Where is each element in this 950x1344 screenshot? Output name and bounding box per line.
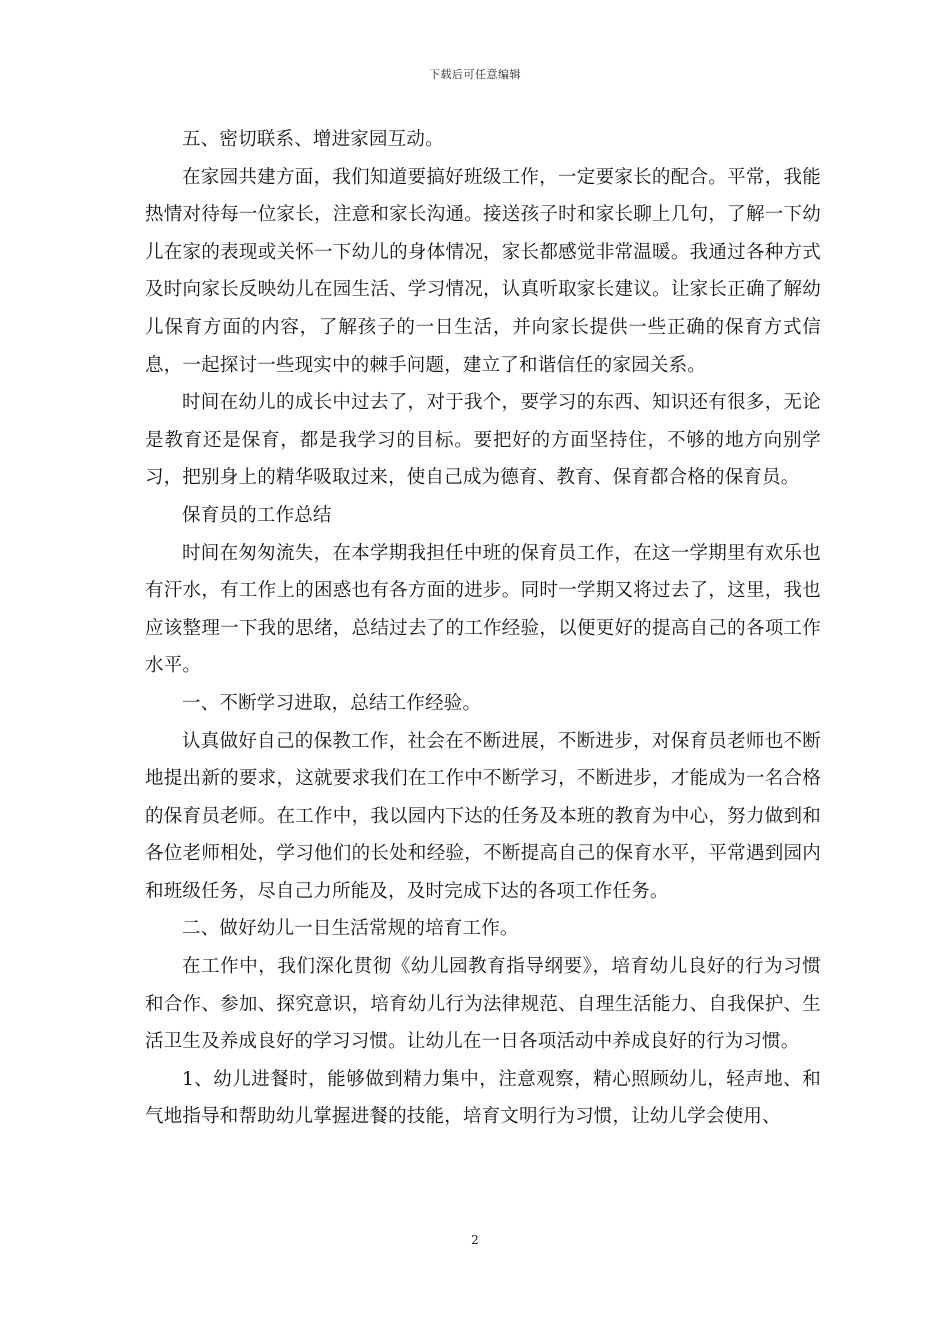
section-heading-5: 五、密切联系、增进家园互动。 [182,129,444,150]
paragraph-intro: 时间在匆匆流失，在本学期我担任中班的保育员工作，在这一学期里有欢乐也有汗水，有工作上的困惑也有各方面的进步。同时一学期又将过去了，这里，我也应该整理一下我的思绪，总结过去了的工作经验，以便更好的提高自己的各项工作水平。 [145,542,821,677]
paragraph-habits: 在工作中，我们深化贯彻《幼儿园教育指导纲要》，培育幼儿良好的行为习惯和合作、参加、探究意识，培育幼儿行为法律规范、自理生活能力、自我保护、生活卫生及养成良好的学习习惯。让幼儿在一日各项活动中养成良好的行为习惯。 [145,956,821,1053]
page-number: 2 [471,1233,479,1247]
document-subtitle: 保育员的工作总结 [182,504,332,526]
section-heading-1: 一、不断学习进取，总结工作经验。 [182,692,482,714]
header-note: 下载后可任意编辑 [429,68,521,81]
paragraph-home-school: 在家园共建方面，我们知道要搞好班级工作，一定要家长的配合。平常，我能热情对待每一位家长，注意和家长沟通。接送孩子时和家长聊上几句，了解一下幼儿在家的表现或关怀一下幼儿的身体情况，家长都感觉非常温暖。我通过各种方式及时向家长反映幼儿在园生活、学习情况，认真听取家长建议。让家长正确了解幼儿保育方面的内容，了解孩子的一日生活，并向家长提供一些正确的保育方式信息，一起探讨一些现实中的棘手问题，建立了和谐信任的家园关系。 [145,166,821,376]
section-heading-2: 二、做好幼儿一日生活常规的培育工作。 [182,918,519,940]
paragraph-growth: 时间在幼儿的成长中过去了，对于我个，要学习的东西、知识还有很多，无论是教育还是保育，都是我学习的目标。要把好的方面坚持住，不够的地方向别学习，把别身上的精华吸取过来，使自己成为德育、教育、保育都合格的保育员。 [145,392,821,489]
document-body [145,121,821,1136]
paragraph-meals: 1、幼儿进餐时，能够做到精力集中，注意观察，精心照顾幼儿，轻声地、和气地指导和帮助幼儿掌握进餐的技能，培育文明行为习惯，让幼儿学会使用、 [145,1068,821,1128]
paragraph-learning: 认真做好自己的保教工作，社会在不断进展，不断进步，对保育员老师也不断地提出新的要求，这就要求我们在工作中不断学习，不断进步，才能成为一名合格的保育员老师。在工作中，我以园内下达的任务及本班的教育为中心，努力做到和各位老师相处，学习他们的长处和经验，不断提高自己的保育水平，平常遇到园内和班级任务，尽自己力所能及，及时完成下达的各项工作任务。 [145,730,821,902]
